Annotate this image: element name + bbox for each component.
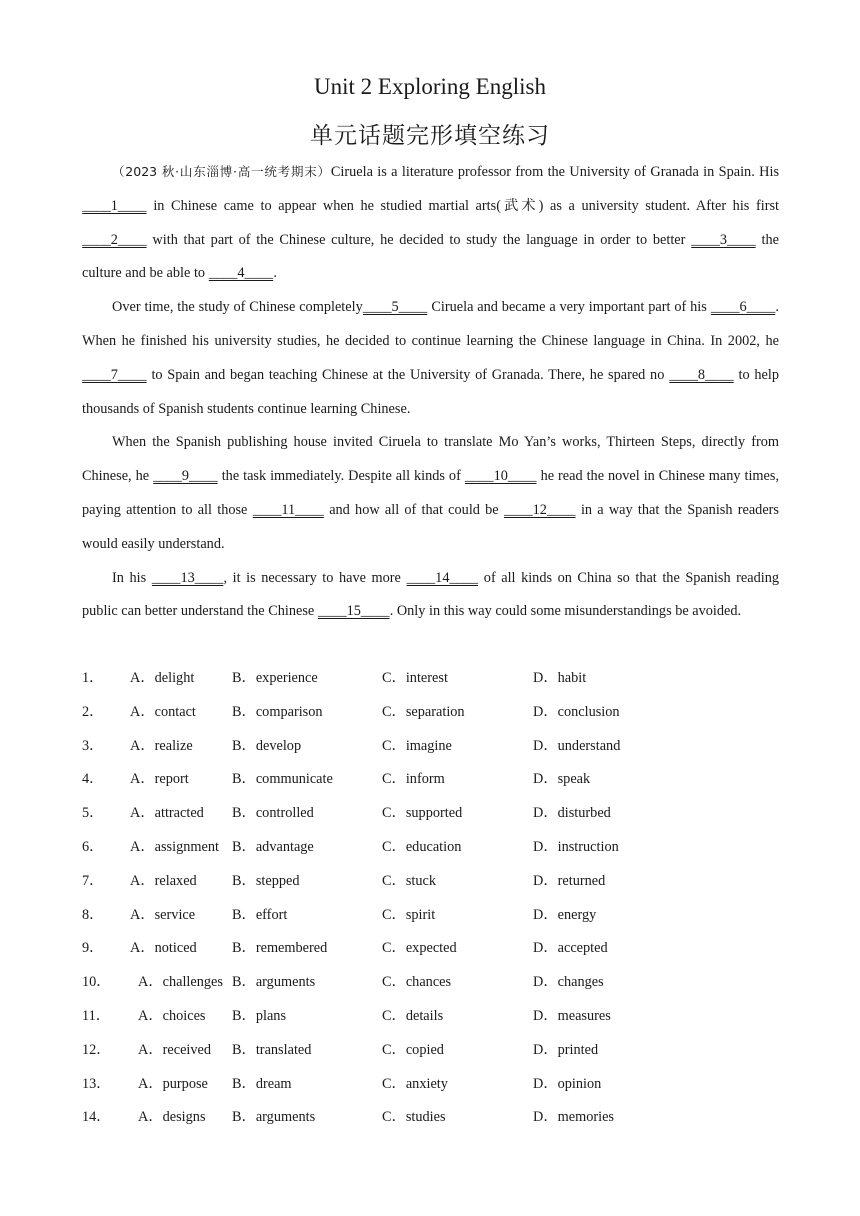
option-d: D．understand — [533, 737, 621, 754]
option-b: B．effort — [232, 906, 288, 923]
option-c: C．inform — [382, 771, 445, 788]
option-a: A．assignment — [130, 838, 219, 855]
question-row: 10． A．challenges B．arguments C．chances D．changes — [82, 966, 779, 1000]
question-row: 9． A．noticed B．remembered C．expected D．accepted — [82, 932, 779, 966]
option-a: A．received — [138, 1041, 212, 1058]
blank-6: ____6____ — [710, 299, 776, 316]
option-a: A．service — [130, 906, 196, 923]
question-row: 14． A．designs B．arguments C．studies D．memories — [82, 1101, 779, 1135]
option-b: B．advantage — [232, 838, 314, 855]
blank-2: ____2____ — [82, 231, 147, 248]
option-b: B．plans — [232, 1007, 287, 1024]
document-subtitle: 单元话题完形填空练习 — [310, 123, 550, 149]
question-row: 6． A．assignment B．advantage C．education D．instruction — [82, 831, 779, 865]
option-b: B．stepped — [232, 872, 300, 889]
option-a: A．purpose — [138, 1075, 208, 1092]
cloze-passage — [82, 155, 779, 629]
answer-options — [82, 662, 779, 1135]
option-c: C．copied — [382, 1041, 444, 1058]
question-row: 5． A．attracted B．controlled C．supported D．disturbed — [82, 797, 779, 831]
blank-7: ____7____ — [82, 366, 147, 383]
blank-10: ____10____ — [464, 468, 537, 485]
source-note: （2023 秋·山东淄博·高一统考期末） — [112, 164, 331, 179]
blank-5: ____5____ — [362, 299, 428, 316]
paragraph-4: In his ____13____, it is necessary to have more ____14____ of all kinds on China so that the Spanish reading public can better understand the Chinese ____15____. Only in this way could some misunderstandings be avoided. — [82, 569, 780, 620]
option-c: C．supported — [382, 805, 463, 822]
option-a: A．attracted — [130, 805, 204, 822]
document-title: Unit 2 Exploring English — [314, 74, 546, 99]
option-a: A．relaxed — [130, 872, 197, 889]
option-d: D．conclusion — [533, 703, 620, 720]
option-c: C．spirit — [382, 906, 436, 923]
option-b: B．arguments — [232, 1109, 316, 1126]
option-c: C．separation — [382, 703, 465, 720]
option-c: C．expected — [382, 940, 457, 957]
blank-11: ____11____ — [252, 501, 324, 518]
option-a: A．noticed — [130, 940, 197, 957]
option-d: D．accepted — [533, 940, 608, 957]
blank-8: ____8____ — [669, 366, 734, 383]
blank-9: ____9____ — [153, 468, 218, 485]
option-d: D．speak — [533, 771, 591, 788]
option-d: D．changes — [533, 974, 604, 991]
option-b: B．controlled — [232, 805, 314, 822]
paragraph-2: Over time, the study of Chinese completely____5____ Ciruela and became a very important part of his ____6____. When he finished his university studies, he decided to continue learning the Chinese language in China. In 2002, he ____7____ to Spain and began teaching Chinese at the University of Granada. There, he spared no ____8____ to help thousands of Spanish students continue learning Chinese. — [82, 299, 780, 417]
option-b: B．communicate — [232, 771, 333, 788]
option-b: B．arguments — [232, 974, 316, 991]
blank-12: ____12____ — [504, 501, 576, 518]
option-c: C．chances — [382, 974, 452, 991]
option-b: B．comparison — [232, 703, 323, 720]
question-row: 8． A．service B．effort C．spirit D．energy — [82, 899, 779, 933]
option-d: D．printed — [533, 1041, 599, 1058]
option-a: A．contact — [130, 703, 196, 720]
question-row: 3． A．realize B．develop C．imagine D．understand — [82, 730, 779, 764]
option-d: D．energy — [533, 906, 597, 923]
paragraph-3: When the Spanish publishing house invited Ciruela to translate Mo Yan’s works, Thirteen Steps, directly from Chinese, he ____9____ the task immediately. Despite all kinds of ____10____ he read the novel in Chinese many times, paying attention to all those ____11____ and how all of that could be ____12____ in a way that the Spanish readers would easily understand. — [82, 434, 780, 552]
option-d: D．instruction — [533, 838, 619, 855]
option-b: B．remembered — [232, 940, 328, 957]
question-row: 13． A．purpose B．dream C．anxiety D．opinion — [82, 1068, 779, 1102]
option-c: C．education — [382, 838, 462, 855]
option-b: B．translated — [232, 1041, 312, 1058]
option-d: D．memories — [533, 1109, 614, 1126]
option-c: C．details — [382, 1007, 444, 1024]
option-b: B．develop — [232, 737, 302, 754]
paragraph-1: （2023 秋·山东淄博·高一统考期末）Ciruela is a literature professor from the University of Granada in Spain. His ____1____ in Chinese came to appear when he studied martial arts(武术) as a university student. After his first ____2____ with that part of the Chinese culture, he decided to study the language in order to better ____3____ the culture and be able to ____4____. — [82, 164, 780, 282]
option-a: A．report — [130, 771, 189, 788]
blank-1: ____1____ — [82, 197, 147, 214]
option-b: B．dream — [232, 1075, 292, 1092]
option-d: D．opinion — [533, 1075, 602, 1092]
option-a: A．designs — [138, 1109, 206, 1126]
option-c: C．interest — [382, 670, 448, 686]
question-row: 11． A．choices B．plans C．details D．measures — [82, 1000, 779, 1034]
option-c: C．anxiety — [382, 1075, 448, 1092]
blank-13: ____13____ — [151, 569, 224, 586]
option-c: C．imagine — [382, 737, 452, 754]
blank-3: ____3____ — [691, 231, 756, 248]
question-row: 4． A．report B．communicate C．inform D．speak — [82, 763, 779, 797]
question-row: 2． A．contact B．comparison C．separation D．conclusion — [82, 696, 779, 730]
question-row: 12． A．received B．translated C．copied D．printed — [82, 1034, 779, 1068]
question-row: 1． A．delight B．experience C．interest D．habit — [82, 662, 779, 696]
option-c: C．studies — [382, 1109, 446, 1126]
option-a: A．realize — [130, 737, 193, 754]
option-d: D．habit — [533, 670, 587, 686]
option-b: B．experience — [232, 670, 318, 686]
option-a: A．delight — [130, 670, 195, 686]
blank-4: ____4____ — [208, 265, 274, 282]
blank-15: ____15____ — [318, 603, 390, 620]
option-d: D．measures — [533, 1007, 611, 1024]
option-a: A．challenges — [138, 974, 223, 991]
option-d: D．disturbed — [533, 805, 611, 822]
question-row: 7． A．relaxed B．stepped C．stuck D．returned — [82, 865, 779, 899]
option-a: A．choices — [138, 1007, 206, 1024]
option-d: D．returned — [533, 872, 606, 889]
option-c: C．stuck — [382, 872, 437, 889]
blank-14: ____14____ — [406, 569, 479, 586]
